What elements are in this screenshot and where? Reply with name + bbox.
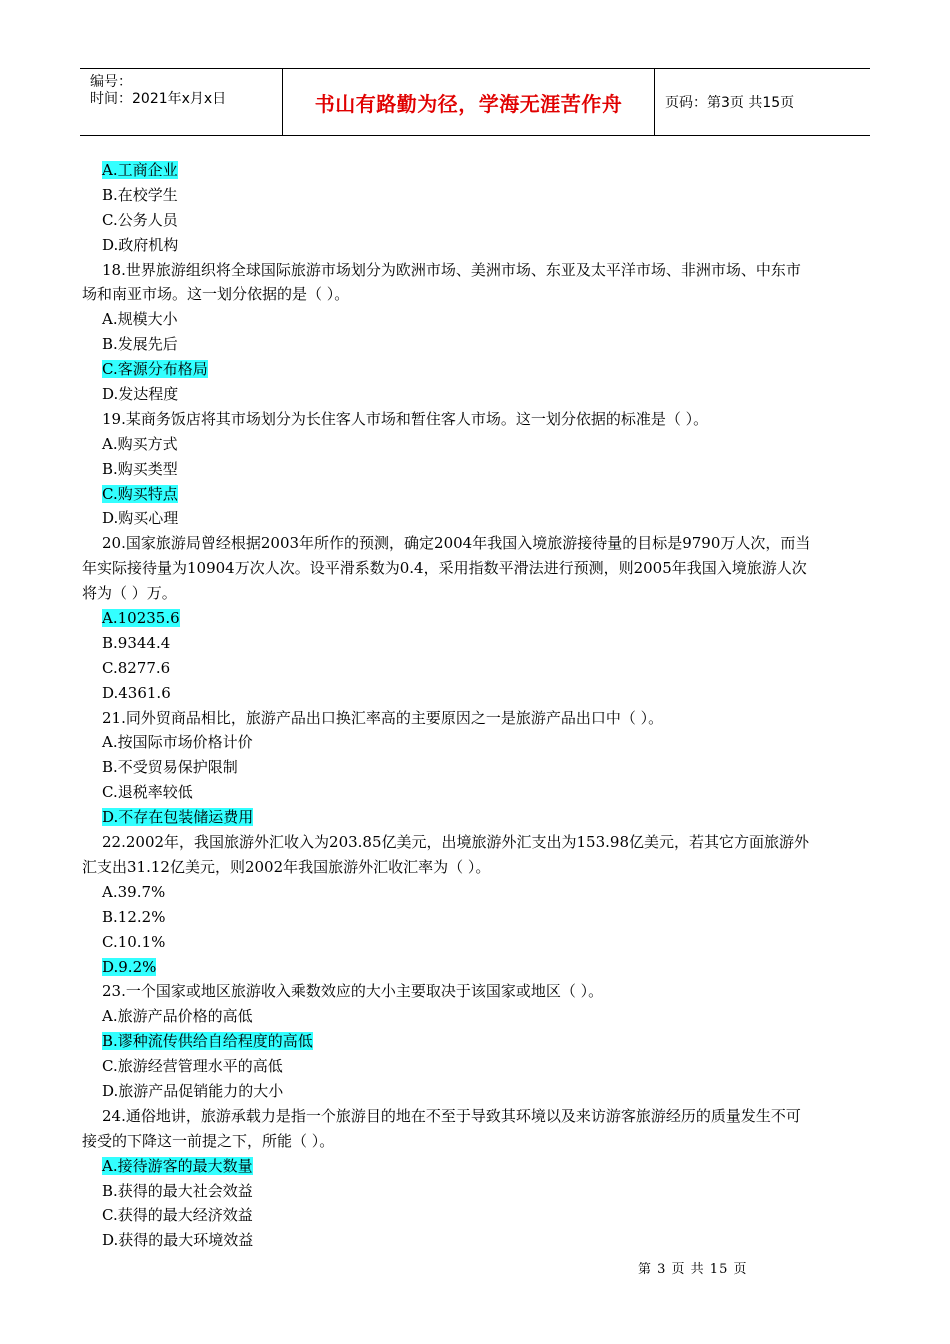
answer-option [82, 208, 882, 233]
question-text-line [82, 258, 882, 283]
line-text: 场和南亚市场。这一划分依据的是（ ）。 [82, 285, 350, 304]
answer-option [82, 506, 882, 531]
highlighted-answer: A.工商企业 [102, 161, 178, 179]
line-text: B.购买类型 [102, 459, 178, 478]
answer-option [82, 158, 882, 183]
highlighted-answer: D.9.2% [102, 957, 157, 976]
line-text: 23.一个国家或地区旅游收入乘数效应的大小主要取决于该国家或地区（ ）。 [102, 982, 604, 1001]
answer-option [82, 382, 882, 407]
answer-option [82, 955, 882, 980]
number-label: 编号： [90, 74, 132, 90]
answer-option [82, 606, 882, 631]
question-text-line [82, 581, 882, 606]
question-text-line [82, 282, 882, 307]
line-text: 18.世界旅游组织将全球国际旅游市场划分为欧洲市场、美洲市场、东亚及太平洋市场、非洲市场、中东市 [102, 260, 801, 279]
answer-option [82, 930, 882, 955]
line-text: D.购买心理 [102, 509, 179, 528]
question-text-line [82, 556, 882, 581]
highlighted-answer: C.客源分布格局 [102, 360, 208, 379]
line-text: D.发达程度 [102, 385, 179, 404]
answer-option [82, 755, 882, 780]
line-text: C.10.1% [102, 932, 166, 951]
line-text: 21.同外贸商品相比，旅游产品出口换汇率高的主要原因之一是旅游产品出口中（ ）。 [102, 708, 664, 727]
highlighted-answer: B.谬种流传供给自给程度的高低 [102, 1032, 313, 1051]
line-text: 将为（ ）万。 [82, 584, 177, 603]
line-text: D.4361.6 [102, 683, 171, 702]
line-text: 22.2002年，我国旅游外汇收入为203.85亿美元，出境旅游外汇支出为153.98亿美元，若其它方面旅游外 [102, 833, 810, 852]
answer-option [82, 1179, 882, 1204]
motto-text: 书山有路勤为径，学海无涯苦作舟 [314, 91, 623, 116]
answer-option [82, 681, 882, 706]
answer-option [82, 457, 882, 482]
line-text: B.在校学生 [102, 185, 178, 204]
answer-option [82, 730, 882, 755]
answer-option [82, 357, 882, 382]
answer-option [82, 307, 882, 332]
line-text: 汇支出31.12亿美元，则2002年我国旅游外汇收汇率为（ ）。 [82, 857, 491, 876]
line-text: C.获得的最大经济效益 [102, 1206, 253, 1225]
line-text: A.规模大小 [102, 310, 178, 329]
answer-option [82, 1154, 882, 1179]
line-text: D.获得的最大环境效益 [102, 1231, 254, 1250]
question-text-line [82, 1104, 882, 1129]
answer-option [82, 656, 882, 681]
highlighted-answer: A.10235.6 [102, 609, 180, 628]
question-text-line [82, 830, 882, 855]
question-text-line [82, 855, 882, 880]
line-text: B.不受贸易保护限制 [102, 758, 238, 777]
page-header [80, 68, 870, 136]
highlighted-answer: C.购买特点 [102, 484, 178, 503]
line-text: C.旅游经营管理水平的高低 [102, 1057, 283, 1076]
answer-option [82, 1203, 882, 1228]
answer-option [82, 1228, 882, 1253]
line-text: B.9344.4 [102, 633, 171, 652]
question-text-line [82, 407, 882, 432]
answer-option [82, 1054, 882, 1079]
line-text: 24.通俗地讲，旅游承载力是指一个旅游目的地在不至于导致其环境以及来访游客旅游经历的质量发生不可 [102, 1106, 801, 1125]
question-text-line [82, 531, 882, 556]
question-text-line [82, 706, 882, 731]
answer-option [82, 905, 882, 930]
highlighted-answer: A.接待游客的最大数量 [102, 1156, 253, 1175]
answer-option [82, 432, 882, 457]
answer-option [82, 780, 882, 805]
line-text: C.公务人员 [102, 210, 178, 229]
line-text: 年实际接待量为10904万次人次。设平滑系数为0.4，采用指数平滑法进行预测，则2005年我国入境旅游人次 [82, 559, 807, 578]
line-text: B.发展先后 [102, 335, 178, 354]
line-text: 接受的下降这一前提之下，所能（ ）。 [82, 1131, 335, 1150]
answer-option [82, 805, 882, 830]
line-text: C.8277.6 [102, 658, 171, 677]
highlighted-answer: D.不存在包装储运费用 [102, 808, 254, 827]
question-text-line [82, 1129, 882, 1154]
line-text: B.获得的最大社会效益 [102, 1181, 253, 1200]
line-text: 19.某商务饭店将其市场划分为长住客人市场和暂住客人市场。这一划分依据的标准是（ ）。 [102, 409, 709, 428]
header-page-info [655, 69, 870, 135]
line-text: C.退税率较低 [102, 783, 193, 802]
line-text: A.按国际市场价格计价 [102, 733, 253, 752]
line-text: 20.国家旅游局曾经根据2003年所作的预测，确定2004年我国入境旅游接待量的目标是9790万人次，而当 [102, 534, 811, 553]
page-footer: 第 3 页 共 15 页 [638, 1262, 748, 1277]
answer-option [82, 1079, 882, 1104]
line-text: A.购买方式 [102, 434, 178, 453]
line-text: A.旅游产品价格的高低 [102, 1007, 253, 1026]
header-meta [80, 69, 283, 135]
answer-option [82, 332, 882, 357]
answer-option [82, 880, 882, 905]
answer-option [82, 1029, 882, 1054]
answer-option [82, 482, 882, 507]
answer-option [82, 233, 882, 258]
line-text: D.旅游产品促销能力的大小 [102, 1081, 284, 1100]
header-motto-cell [283, 69, 655, 135]
question-text-line [82, 979, 882, 1004]
line-text: A.39.7% [102, 882, 166, 901]
page-info-text: 页码：第3页 共15页 [665, 95, 795, 111]
time-label: 时间：2021年x月x日 [90, 91, 227, 107]
answer-option [82, 183, 882, 208]
line-text: D.政府机构 [102, 235, 179, 254]
line-text: B.12.2% [102, 907, 166, 926]
answer-option [82, 631, 882, 656]
answer-option [82, 1004, 882, 1029]
document-body [82, 158, 882, 1253]
